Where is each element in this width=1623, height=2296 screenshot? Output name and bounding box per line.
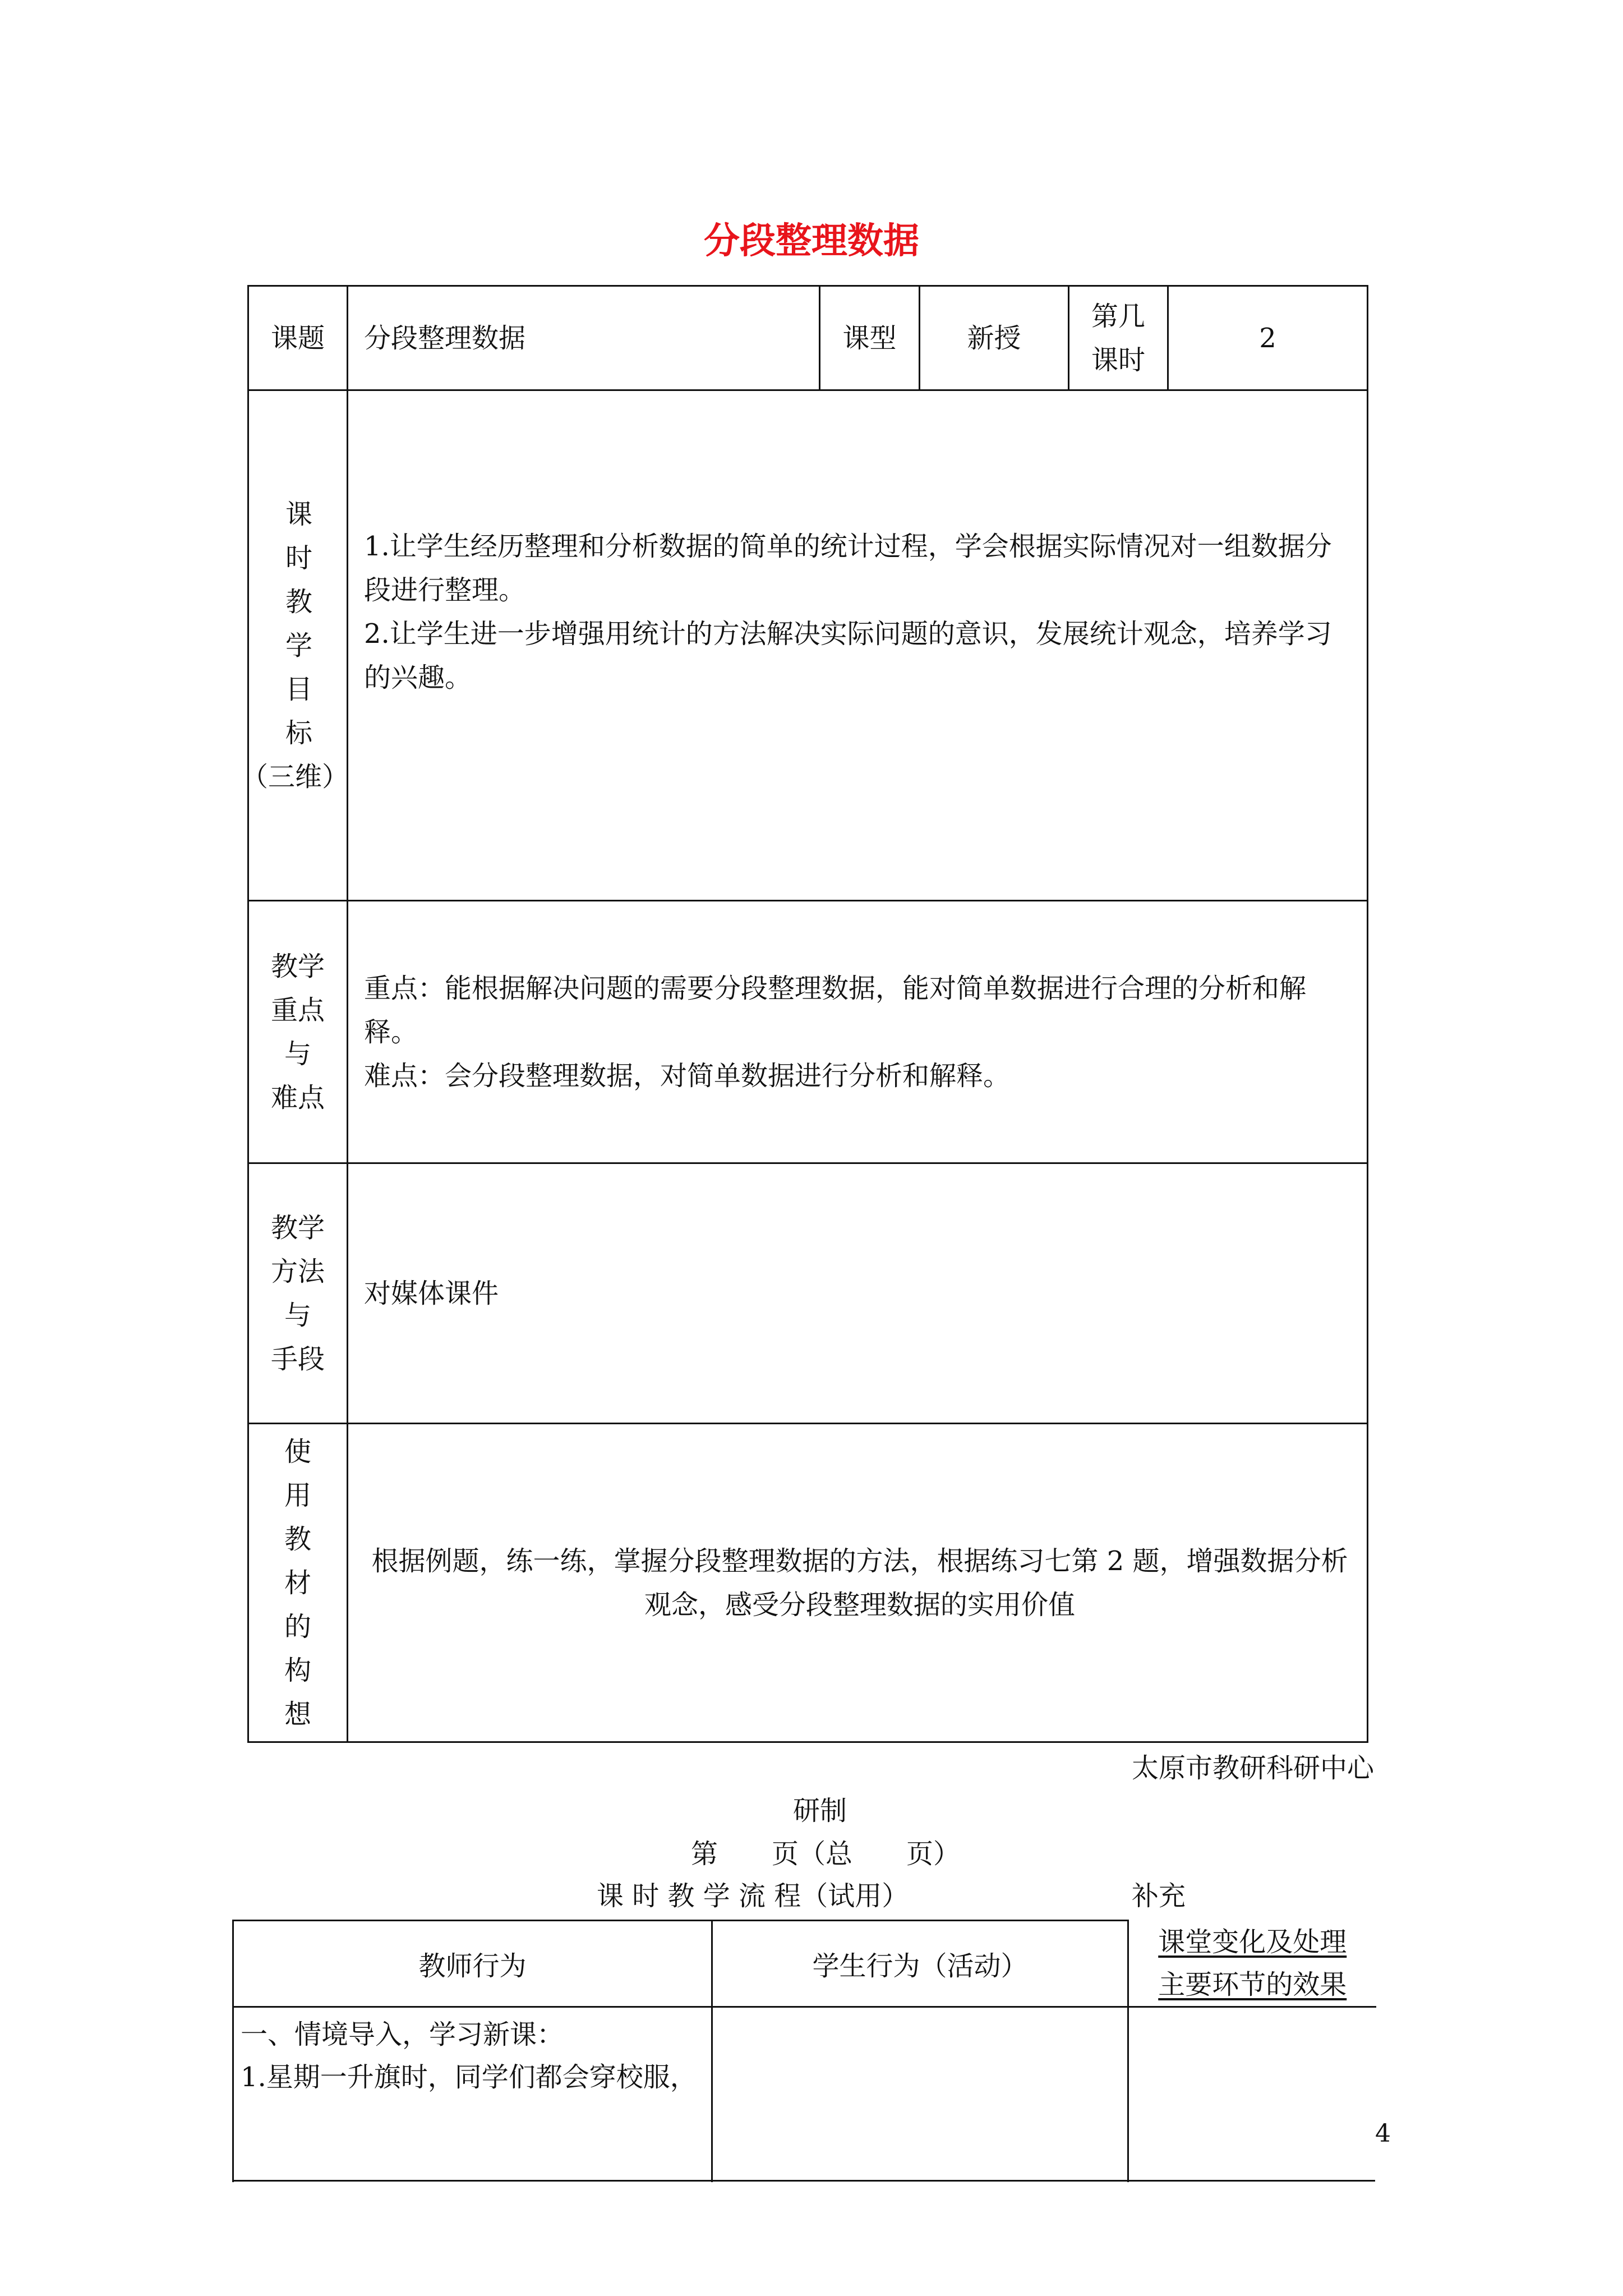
flow-title: 课 时 教 学 流 程（试用） bbox=[597, 1880, 909, 1912]
key-points-label-part: 重点 bbox=[270, 994, 325, 1026]
methods-label bbox=[248, 1163, 348, 1424]
table-row bbox=[233, 2007, 1376, 2182]
student-header: 学生行为（活动） bbox=[712, 1921, 1128, 2007]
methods-text: 对媒体课件 bbox=[348, 1163, 1368, 1424]
period-label bbox=[1069, 286, 1168, 390]
table-row bbox=[248, 901, 1368, 1163]
period-label-line2: 课时 bbox=[1091, 344, 1145, 376]
objectives-label-char: 标 bbox=[285, 717, 313, 749]
key-points-label bbox=[248, 901, 348, 1163]
key-points-text bbox=[348, 901, 1368, 1163]
key-point-item: 难点：会分段整理数据，对简单数据进行分析和解释。 bbox=[364, 1060, 1011, 1092]
materials-label-char: 想 bbox=[284, 1698, 311, 1730]
objectives-text bbox=[348, 390, 1368, 901]
materials-label-char: 的 bbox=[284, 1611, 311, 1642]
teacher-cell bbox=[233, 2007, 712, 2182]
materials-label bbox=[248, 1424, 348, 1742]
materials-label-char: 用 bbox=[284, 1479, 311, 1511]
objective-item: 1.让学生经历整理和分析数据的简单的统计过程，学会根据实际情况对一组数据分段进行整理。 bbox=[364, 530, 1332, 606]
page-title: 分段整理数据 bbox=[704, 220, 919, 262]
topic-label: 课题 bbox=[248, 286, 348, 390]
materials-label-char: 使 bbox=[284, 1435, 311, 1467]
objectives-label-char: 时 bbox=[285, 542, 313, 574]
teacher-header: 教师行为 bbox=[233, 1921, 712, 2007]
flow-table-bottom-rule bbox=[232, 2180, 1375, 2182]
materials-label-char: 教 bbox=[284, 1523, 311, 1555]
type-label: 课型 bbox=[820, 286, 920, 390]
methods-label-part: 方法 bbox=[270, 1255, 325, 1287]
key-points-label-part: 难点 bbox=[270, 1082, 325, 1114]
key-point-item: 重点：能根据解决问题的需要分段整理数据，能对简单数据进行合理的分析和解释。 bbox=[364, 972, 1307, 1048]
objectives-label-char: （三维） bbox=[241, 761, 349, 793]
objectives-label-char: 课 bbox=[285, 498, 313, 530]
teacher-line: 1.星期一升旗时，同学们都会穿校服， bbox=[241, 2062, 697, 2093]
made-label: 研制 bbox=[793, 1795, 847, 1826]
methods-label-part: 手段 bbox=[270, 1343, 325, 1375]
page-number: 4 bbox=[1375, 2119, 1391, 2148]
key-points-label-part: 教学 bbox=[270, 950, 325, 982]
objectives-label-char: 目 bbox=[285, 673, 313, 705]
methods-label-part: 与 bbox=[284, 1299, 311, 1331]
type-value: 新授 bbox=[920, 286, 1069, 390]
teaching-flow-table bbox=[232, 1920, 1376, 2182]
materials-text: 根据例题，练一练，掌握分段整理数据的方法，根据练习七第 2 题，增强数据分析观念，感受分段整理数据的实用价值 bbox=[348, 1424, 1368, 1742]
supplement-label: 补充 bbox=[1132, 1880, 1186, 1912]
methods-label-part: 教学 bbox=[270, 1212, 325, 1244]
objectives-label bbox=[241, 390, 349, 901]
page-count-line: 第 页（总 页） bbox=[691, 1838, 961, 1870]
table-row bbox=[248, 390, 1368, 901]
materials-label-char: 构 bbox=[284, 1654, 311, 1686]
lesson-info-table bbox=[241, 285, 1368, 1743]
org-name: 太原市教研科研中心 bbox=[1132, 1752, 1375, 1784]
key-points-label-part: 与 bbox=[284, 1038, 311, 1070]
table-row bbox=[248, 1424, 1368, 1742]
objectives-label-char: 学 bbox=[285, 629, 313, 661]
effect-cell bbox=[1128, 2007, 1376, 2182]
table-row bbox=[248, 286, 1368, 390]
period-value: 2 bbox=[1168, 286, 1368, 390]
table-row bbox=[248, 1163, 1368, 1424]
effect-header-line1: 课堂变化及处理 bbox=[1158, 1926, 1347, 1958]
student-cell bbox=[712, 2007, 1128, 2182]
objective-item: 2.让学生进一步增强用统计的方法解决实际问题的意识，发展统计观念，培养学习的兴趣。 bbox=[364, 618, 1332, 693]
materials-label-char: 材 bbox=[284, 1567, 311, 1599]
topic-value: 分段整理数据 bbox=[348, 286, 820, 390]
effect-header-line2: 主要环节的效果 bbox=[1158, 1968, 1347, 2000]
objectives-label-char: 教 bbox=[285, 586, 313, 618]
effect-header bbox=[1128, 1921, 1376, 2007]
table-row bbox=[233, 1921, 1376, 2007]
period-label-line1: 第几 bbox=[1091, 300, 1145, 332]
teacher-line: 一、情境导入，学习新课： bbox=[241, 2019, 564, 2050]
